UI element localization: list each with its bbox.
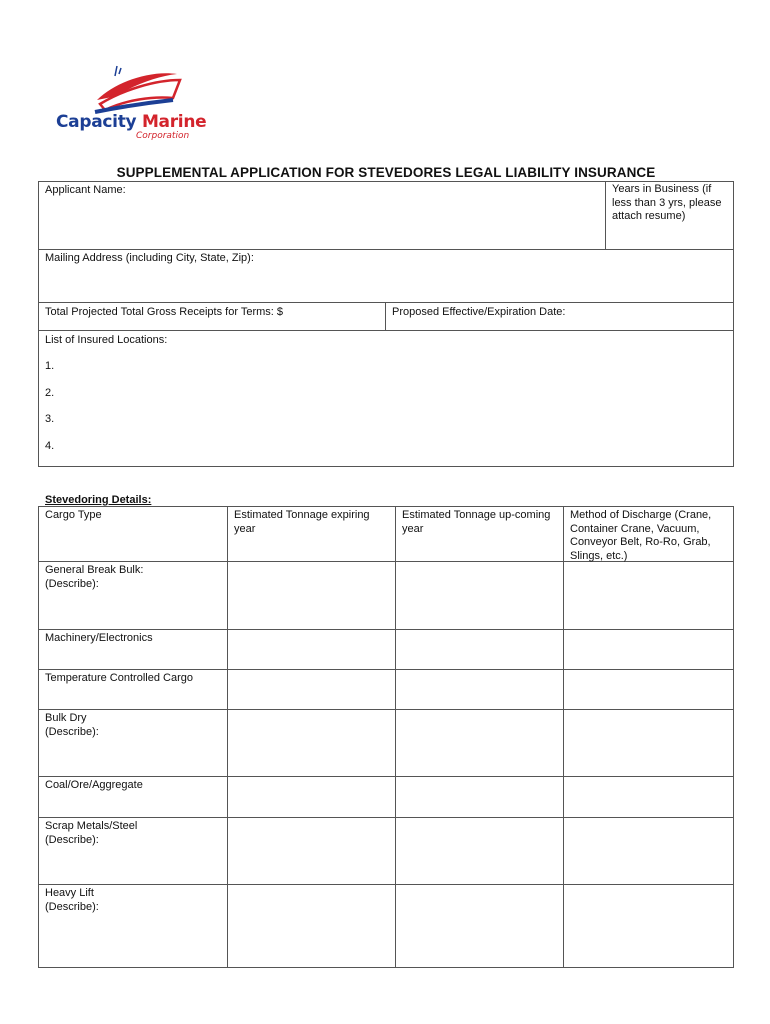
logo-subtitle: Corporation (136, 131, 190, 141)
header-tonnage-upcoming: Estimated Tonnage up-coming year (402, 509, 551, 535)
applicant-name-label: Applicant Name: (45, 184, 126, 196)
insured-locations-box[interactable] (38, 330, 734, 467)
header-tonnage-expiring: Estimated Tonnage expiring year (234, 509, 370, 535)
years-in-business-label: Years in Business (if less than 3 yrs, please attach resume) (612, 183, 722, 222)
insured-locations-label: List of Insured Locations: (45, 334, 168, 346)
effective-date-label: Proposed Effective/Expiration Date: (392, 306, 566, 318)
row-heavy-lift: Heavy Lift (Describe): (45, 887, 99, 913)
logo-wordmark (56, 112, 206, 132)
location-1: 1. (45, 360, 55, 372)
header-method-of-discharge: Method of Discharge (Crane, Container Crane, Vacuum, Conveyor Belt, Ro-Ro, Grab, Slings, etc.) (570, 509, 712, 562)
row-bulk-dry: Bulk Dry (Describe): (45, 712, 99, 738)
location-3: 3. (45, 413, 55, 425)
location-4: 4. (45, 440, 55, 452)
row-machinery-electronics: Machinery/Electronics (45, 632, 153, 644)
form-title: SUPPLEMENTAL APPLICATION FOR STEVEDORES LEGAL LIABILITY INSURANCE (116, 165, 656, 180)
location-2: 2. (45, 387, 55, 399)
cell-general-break-bulk-method[interactable] (564, 562, 733, 628)
row-temperature-controlled: Temperature Controlled Cargo (45, 672, 193, 684)
row-coal-ore-aggregate: Coal/Ore/Aggregate (45, 779, 143, 791)
logo-name-capacity: Capacity (56, 112, 137, 132)
logo-name-marine: Marine (141, 112, 207, 132)
cell-heavy-lift-method[interactable] (564, 885, 733, 967)
header-cargo-type: Cargo Type (45, 509, 102, 521)
mailing-address-label: Mailing Address (including City, State, Zip): (45, 252, 254, 264)
row-scrap-metals-steel: Scrap Metals/Steel (Describe): (45, 820, 138, 846)
stevedoring-title: Stevedoring Details: (45, 494, 152, 506)
cell-general-break-bulk-upcoming[interactable] (396, 562, 562, 628)
row-general-break-bulk: General Break Bulk: (Describe): (45, 564, 144, 590)
gross-receipts-label: Total Projected Total Gross Receipts for Terms: $ (45, 306, 284, 318)
cell-general-break-bulk-expiring[interactable] (228, 562, 394, 628)
